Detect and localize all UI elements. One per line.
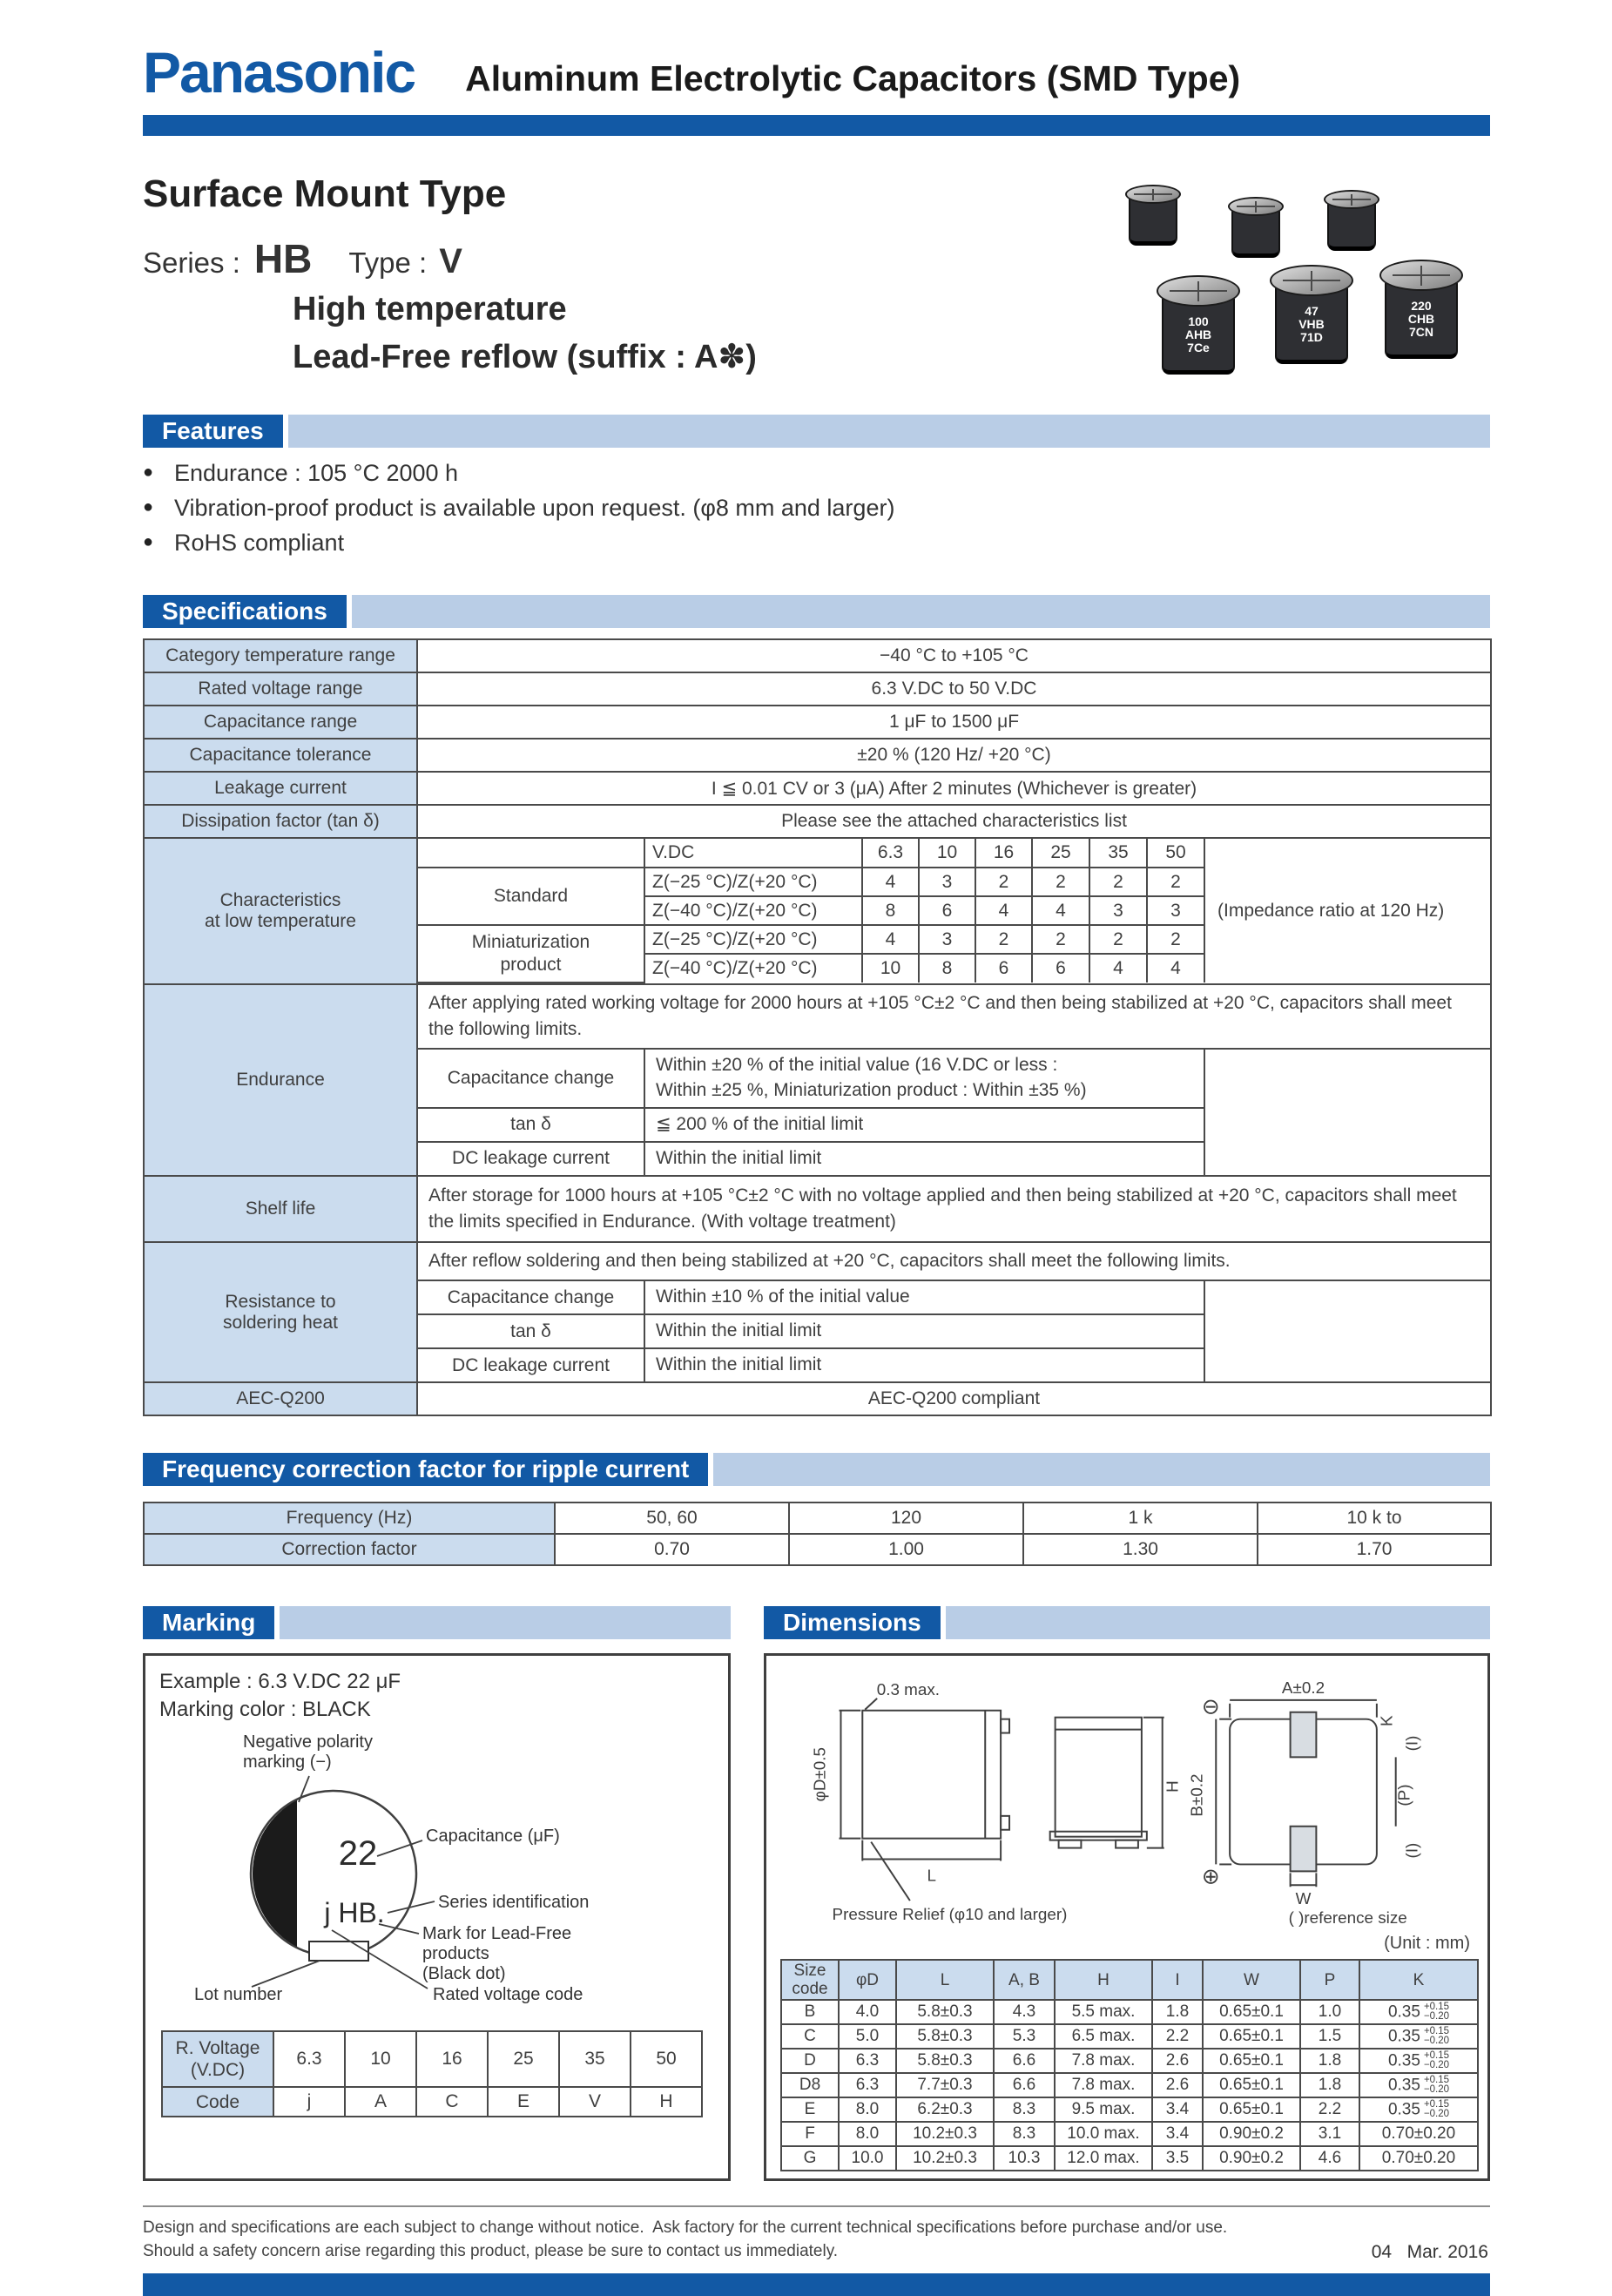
soldering-limits-table: [418, 1281, 1205, 1381]
limit-row: [418, 1108, 1204, 1142]
soldering-cell: [417, 1242, 1491, 1382]
dimensions-table-cell: 0.65±0.1: [1203, 2073, 1300, 2097]
page-footer: [143, 2205, 1490, 2263]
negative-polarity-mark: [253, 1800, 297, 1947]
frequency-value: 50, 60: [555, 1503, 789, 1534]
dimensions-table-cell: 8.3: [994, 2122, 1055, 2146]
panasonic-logo: Panasonic: [143, 40, 415, 105]
dimensions-table-cell: G: [781, 2146, 839, 2171]
feature-item: ● Vibration-proof product is available upon request. (φ8 mm and larger): [143, 495, 1490, 522]
capacitor-photo: [1157, 275, 1240, 375]
dimensions-table-cell: 10.3: [994, 2146, 1055, 2171]
specifications-title: Specifications: [143, 595, 347, 628]
z-ratio-label: Z(−40 °C)/Z(+20 °C): [644, 954, 862, 983]
feature-item: ● RoHS compliant: [143, 530, 1490, 557]
dimensions-table-cell: 10.0 max.: [1055, 2122, 1152, 2146]
header-rule: [143, 115, 1490, 136]
marking-panel: [143, 1653, 731, 2181]
ratio-value: 8: [862, 896, 919, 925]
ratio-value: 4: [862, 868, 919, 896]
endurance-intro: After applying rated working voltage for 2000 hours at +105 °C±2 °C and then being stabilized at +20 °C, capacitors shall meet the following limits.: [418, 985, 1490, 1050]
ratio-value: 2: [1032, 925, 1089, 954]
dimensions-table-cell: 2.6: [1152, 2049, 1203, 2073]
diameter-label: φD±0.5: [810, 1747, 829, 1802]
dimensions-table-row: [781, 2073, 1478, 2097]
dimensions-table-cell: F: [781, 2122, 839, 2146]
vdc-value: 6.3: [862, 839, 919, 868]
intro-line-leadfree-reflow: Lead-Free reflow (suffix : A✽): [293, 339, 757, 375]
dimensions-table-cell: 8.0: [839, 2097, 896, 2122]
dimensions-table-row: [781, 2122, 1478, 2146]
marking-capacitance-value: 22: [338, 1834, 378, 1874]
marking-section-header: [143, 1606, 731, 1639]
column-header: L: [896, 1960, 994, 2000]
page-header: [143, 0, 1490, 105]
voltage-value: 10: [345, 2031, 416, 2087]
length-label: L: [927, 1866, 936, 1885]
dimensions-table-cell: 1.8: [1300, 2049, 1359, 2073]
specifications-section-header: [143, 595, 1490, 628]
ratio-value: 3: [1089, 896, 1147, 925]
ratio-value: 3: [919, 925, 975, 954]
rated-voltage-code-label: Rated voltage code: [433, 1985, 583, 2005]
endurance-limits-table: [418, 1050, 1205, 1175]
section-bar: [352, 595, 1490, 628]
capacitor-marking: 47 VHB 71D: [1298, 303, 1325, 344]
capacitor-photo: [1324, 190, 1379, 251]
ratio-value: 4: [1147, 954, 1204, 983]
dimensions-table-cell: 5.8±0.3: [896, 2024, 994, 2049]
limit-label: tan δ: [418, 1314, 644, 1348]
dimensions-table-cell: 0.65±0.1: [1203, 2097, 1300, 2122]
spec-label: Characteristics at low temperature: [144, 838, 417, 984]
footer-disclaimer-line1: Design and specifications are each subject to change without notice. Ask factory for the current technical specifications before purchase and/or use.: [143, 2218, 1228, 2238]
dimensions-table-cell: 8.0: [839, 2122, 896, 2146]
pad-b-label: B±0.2: [1187, 1773, 1206, 1817]
dimensions-table-cell: 9.5 max.: [1055, 2097, 1152, 2122]
limit-label: Capacitance change: [418, 1281, 644, 1314]
spec-label: Resistance to soldering heat: [144, 1242, 417, 1382]
page-number: 04 Mar. 2016: [1371, 2242, 1488, 2263]
spec-label: Capacitance range: [144, 706, 417, 739]
dimensions-table-cell: 4.6: [1300, 2146, 1359, 2171]
column-header: W: [1203, 1960, 1300, 2000]
limit-label: DC leakage current: [418, 1142, 644, 1175]
product-photos: [1116, 174, 1500, 418]
z-ratio-label: Z(−25 °C)/Z(+20 °C): [644, 925, 862, 954]
spec-row-shelf-life: [144, 1176, 1491, 1243]
dimensions-table-cell: 0.35 +0.15 −0.20: [1359, 2073, 1478, 2097]
dimensions-table-cell: 10.2±0.3: [896, 2122, 994, 2146]
impedance-note: (Impedance ratio at 120 Hz): [1217, 901, 1445, 921]
spec-value: I ≦ 0.01 CV or 3 (μA) After 2 minutes (Whichever is greater): [417, 772, 1491, 805]
height-label: H: [1163, 1780, 1182, 1793]
dimensions-table-cell: 0.70±0.20: [1359, 2146, 1478, 2171]
spec-row-endurance: [144, 984, 1491, 1176]
dimensions-table-cell: 0.70±0.20: [1359, 2122, 1478, 2146]
frequency-title: Frequency correction factor for ripple current: [143, 1453, 708, 1486]
dimensions-table-row: [781, 2000, 1478, 2024]
ratio-value: 2: [975, 925, 1032, 954]
spec-row-low-temperature: [144, 838, 1491, 984]
voltage-value: 6.3: [273, 2031, 345, 2087]
limit-value: ≦ 200 % of the initial limit: [644, 1108, 1204, 1142]
marking-code-value: j HB.: [324, 1897, 385, 1929]
type-value: V: [439, 242, 462, 280]
spec-label: Dissipation factor (tan δ): [144, 805, 417, 838]
frequency-value: 1 k: [1023, 1503, 1258, 1534]
dimensions-table-cell: 10.0: [839, 2146, 896, 2171]
dimensions-table-row: [781, 2049, 1478, 2073]
dimensions-table-cell: 3.4: [1152, 2097, 1203, 2122]
dimensions-table-cell: 4.3: [994, 2000, 1055, 2024]
capacitor-photo: [1379, 260, 1463, 359]
dimensions-table-cell: 0.35 +0.15 −0.20: [1359, 2000, 1478, 2024]
frequency-row-label: Frequency (Hz): [144, 1503, 555, 1534]
dimensions-table-cell: 5.3: [994, 2024, 1055, 2049]
limit-label: DC leakage current: [418, 1348, 644, 1381]
ratio-value: 2: [975, 868, 1032, 896]
ratio-value: 8: [919, 954, 975, 983]
empty-area: [1205, 1050, 1490, 1175]
spec-value: 6.3 V.DC to 50 V.DC: [417, 672, 1491, 706]
voltage-value: 16: [416, 2031, 488, 2087]
ratio-row: [418, 925, 1204, 954]
spec-label: Category temperature range: [144, 639, 417, 672]
dimensions-table-cell: 2.2: [1300, 2097, 1359, 2122]
section-bar: [288, 415, 1490, 448]
limit-label: Capacitance change: [418, 1050, 644, 1108]
dimensions-table-cell: 0.35 +0.15 −0.20: [1359, 2097, 1478, 2122]
spec-label: Capacitance tolerance: [144, 739, 417, 772]
capacitor-body: [1162, 299, 1235, 375]
dimensions-table-cell: 0.90±0.2: [1203, 2146, 1300, 2171]
dimensions-table-cell: C: [781, 2024, 839, 2049]
correction-row-label: Correction factor: [144, 1534, 555, 1565]
pad-i-label: (I): [1402, 1735, 1421, 1752]
dimensions-table-cell: 5.5 max.: [1055, 2000, 1152, 2024]
column-header: φD: [839, 1960, 896, 2000]
spec-row-aec: [144, 1382, 1491, 1415]
ratio-value: 6: [975, 954, 1032, 983]
dimensions-table-cell: 6.5 max.: [1055, 2024, 1152, 2049]
features-title: Features: [143, 415, 283, 448]
dimensions-table-row: [781, 2146, 1478, 2171]
spec-row: [144, 639, 1491, 672]
ratio-value: 4: [1032, 896, 1089, 925]
ratio-value: 4: [862, 925, 919, 954]
dimensions-table-row: [781, 2024, 1478, 2049]
features-section-header: [143, 415, 1490, 448]
capacitor-marking: 220 CHB 7CN: [1407, 298, 1435, 339]
dimensions-panel: [764, 1653, 1490, 2181]
spec-value: After storage for 1000 hours at +105 °C±2 °C with no voltage applied and then being stabilized at +20 °C, capacitors shall meet the limits specified in Endurance. (With voltage treatment): [417, 1176, 1491, 1243]
pad-k-label: K: [1377, 1715, 1396, 1727]
ratio-value: 6: [919, 896, 975, 925]
dimensions-table-cell: 2.6: [1152, 2073, 1203, 2097]
voltage-value: 35: [559, 2031, 631, 2087]
type-label: Type :: [348, 246, 428, 279]
plus-terminal-icon: ⊕: [1201, 1865, 1220, 1889]
code-value: V: [559, 2087, 631, 2117]
vdc-value: 16: [975, 839, 1032, 868]
dimensions-table-cell: 5.8±0.3: [896, 2049, 994, 2073]
dimensions-table-cell: 5.8±0.3: [896, 2000, 994, 2024]
empty-area: [1205, 1281, 1490, 1381]
code-label: Code: [162, 2087, 273, 2117]
spec-row: [144, 706, 1491, 739]
frequency-value: 10 k to: [1258, 1503, 1491, 1534]
page-content: [143, 0, 1490, 2296]
pad-i-label: (I): [1402, 1842, 1421, 1859]
dimensions-table-cell: 1.8: [1300, 2073, 1359, 2097]
code-value: H: [631, 2087, 702, 2117]
limit-value: Within the initial limit: [644, 1314, 1204, 1348]
spec-row-soldering: [144, 1242, 1491, 1382]
dimensions-table-cell: 4.0: [839, 2000, 896, 2024]
dimensions-table-cell: 10.2±0.3: [896, 2146, 994, 2171]
limit-label: tan δ: [418, 1108, 644, 1142]
vdc-value: 10: [919, 839, 975, 868]
dimensions-table-cell: 6.6: [994, 2073, 1055, 2097]
dimensions-table-cell: 3.4: [1152, 2122, 1203, 2146]
dimensions-section-header: [764, 1606, 1490, 1639]
dimensions-table-cell: B: [781, 2000, 839, 2024]
intro-line-high-temperature: High temperature: [293, 291, 567, 328]
spec-row: [144, 672, 1491, 706]
limit-value: Within ±10 % of the initial value: [644, 1281, 1204, 1314]
leadfree-mark-label: Mark for Lead-Free products (Black dot): [422, 1924, 572, 1984]
spec-label: Endurance: [144, 984, 417, 1176]
vdc-value: 50: [1147, 839, 1204, 868]
dimensions-table-cell: 5.0: [839, 2024, 896, 2049]
dimensions-table-cell: 1.0: [1300, 2000, 1359, 2024]
dimensions-table-cell: 8.3: [994, 2097, 1055, 2122]
marking-dimensions-area: [143, 1606, 1490, 2181]
minus-terminal-icon: ⊖: [1201, 1695, 1220, 1719]
group-label-miniaturization: Miniaturization product: [418, 925, 644, 983]
dimensions-title: Dimensions: [764, 1606, 941, 1639]
dimensions-table-cell: 3.5: [1152, 2146, 1203, 2171]
capacitor-photo: [1228, 197, 1284, 258]
correction-value: 1.00: [789, 1534, 1023, 1565]
endurance-cell: [417, 984, 1491, 1176]
column-header: A, B: [994, 1960, 1055, 2000]
column-header: Size code: [781, 1960, 839, 2000]
dimensions-table-cell: 0.65±0.1: [1203, 2024, 1300, 2049]
impedance-ratio-table: [418, 839, 1205, 983]
marking-title: Marking: [143, 1606, 274, 1639]
limit-row: [418, 1142, 1204, 1175]
dimensions-table-cell: D: [781, 2049, 839, 2073]
voltage-value: 50: [631, 2031, 702, 2087]
unit-note: (Unit : mm): [1384, 1934, 1470, 1954]
capacitor-marking: 100 AHB 7Ce: [1184, 314, 1212, 355]
dimensions-table-cell: 7.8 max.: [1055, 2049, 1152, 2073]
dimensions-table-cell: 6.3: [839, 2073, 896, 2097]
group-label-standard: Standard: [418, 868, 644, 925]
lot-number-box: [309, 1941, 368, 1961]
limit-row: [418, 1348, 1204, 1381]
frequency-table: [143, 1502, 1492, 1566]
code-value: C: [416, 2087, 488, 2117]
footer-disclaimer-line2: Should a safety concern arise regarding this product, please be sure to contact us immediately.: [143, 2242, 839, 2261]
dimensions-table-cell: 0.35 +0.15 −0.20: [1359, 2024, 1478, 2049]
spec-label: Rated voltage range: [144, 672, 417, 706]
capacitor-body: [1385, 283, 1458, 359]
dimensions-column: [764, 1606, 1490, 2181]
frequency-row: [144, 1503, 1491, 1534]
ratio-value: 4: [975, 896, 1032, 925]
dimensions-table-cell: 7.7±0.3: [896, 2073, 994, 2097]
capacitance-label: Capacitance (μF): [426, 1827, 560, 1847]
vdc-value: 35: [1089, 839, 1147, 868]
correction-value: 0.70: [555, 1534, 789, 1565]
spec-row: [144, 772, 1491, 805]
vdc-header-row: [418, 839, 1204, 868]
spec-value: ±20 % (120 Hz/ +20 °C): [417, 739, 1491, 772]
section-bar: [713, 1453, 1490, 1486]
pad-a-label: A±0.2: [1281, 1678, 1325, 1698]
spec-value: −40 °C to +105 °C: [417, 639, 1491, 672]
pressure-relief-note: Pressure Relief (φ10 and larger): [832, 1905, 1068, 1924]
voltage-value: 25: [488, 2031, 559, 2087]
empty-cell: [418, 839, 644, 868]
soldering-intro: After reflow soldering and then being stabilized at +20 °C, capacitors shall meet the following limits.: [418, 1243, 1490, 1281]
limit-value: Within the initial limit: [644, 1348, 1204, 1381]
ratio-value: 3: [1147, 896, 1204, 925]
dimensions-table-cell: 6.3: [839, 2049, 896, 2073]
spec-value: 1 μF to 1500 μF: [417, 706, 1491, 739]
ratio-value: 3: [919, 868, 975, 896]
voltage-code-table: [161, 2030, 703, 2117]
spec-row: [144, 739, 1491, 772]
limit-row: [418, 1050, 1204, 1108]
column-header: P: [1300, 1960, 1359, 2000]
ratio-value: 2: [1089, 868, 1147, 896]
dimensions-table-cell: 6.2±0.3: [896, 2097, 994, 2122]
marking-column: [143, 1606, 731, 2181]
ratio-value: 2: [1147, 925, 1204, 954]
section-bar: [946, 1606, 1490, 1639]
dimensions-header-row: [781, 1960, 1478, 2000]
vdc-label: V.DC: [644, 839, 862, 868]
dimensions-table-cell: 2.2: [1152, 2024, 1203, 2049]
dimensions-table-cell: 6.6: [994, 2049, 1055, 2073]
dimensions-table-cell: 0.65±0.1: [1203, 2049, 1300, 2073]
ratio-value: 2: [1032, 868, 1089, 896]
dimensions-table-cell: 3.1: [1300, 2122, 1359, 2146]
rated-voltage-label: R. Voltage (V.DC): [162, 2031, 273, 2087]
dimensions-table-cell: 1.8: [1152, 2000, 1203, 2024]
dimensions-table-cell: 0.65±0.1: [1203, 2000, 1300, 2024]
capacitor-body: [1275, 288, 1348, 364]
bottom-rule: [143, 2273, 1490, 2296]
dimensions-table-cell: 12.0 max.: [1055, 2146, 1152, 2171]
low-temperature-cell: [417, 838, 1491, 984]
feature-item: ● Endurance : 105 °C 2000 h: [143, 460, 1490, 487]
spec-row: [144, 805, 1491, 838]
spec-label: Shelf life: [144, 1176, 417, 1243]
dimensions-table-cell: 7.8 max.: [1055, 2073, 1152, 2097]
rated-voltage-row: [162, 2031, 702, 2087]
vdc-value: 25: [1032, 839, 1089, 868]
ratio-value: 10: [862, 954, 919, 983]
marking-diagram: [159, 1727, 714, 2015]
dimensions-table-cell: D8: [781, 2073, 839, 2097]
marking-example-line: Example : 6.3 V.DC 22 μF: [159, 1670, 401, 1694]
lot-number-label: Lot number: [194, 1985, 283, 2005]
surface-mount-heading: Surface Mount Type: [143, 172, 507, 215]
correction-value: 1.70: [1258, 1534, 1491, 1565]
dimensions-table-cell: 0.35 +0.15 −0.20: [1359, 2049, 1478, 2073]
ratio-value: 6: [1032, 954, 1089, 983]
ratio-value: 2: [1089, 925, 1147, 954]
column-header: H: [1055, 1960, 1152, 2000]
spec-label: AEC-Q200: [144, 1382, 417, 1415]
limit-row: [418, 1281, 1204, 1314]
dimensions-table-cell: 0.90±0.2: [1203, 2122, 1300, 2146]
specifications-table: [143, 638, 1492, 1416]
code-value: A: [345, 2087, 416, 2117]
capacitor-photo: [1125, 185, 1181, 246]
ratio-value: 2: [1147, 868, 1204, 896]
ratio-row: [418, 868, 1204, 896]
frequency-value: 120: [789, 1503, 1023, 1534]
pad-w-label: W: [1295, 1889, 1312, 1908]
standoff-label: 0.3 max.: [876, 1679, 941, 1698]
document-title: Aluminum Electrolytic Capacitors (SMD Type): [465, 57, 1241, 98]
column-header: I: [1152, 1960, 1203, 2000]
code-value: j: [273, 2087, 345, 2117]
limit-value: Within the initial limit: [644, 1142, 1204, 1175]
z-ratio-label: Z(−25 °C)/Z(+20 °C): [644, 868, 862, 896]
limit-row: [418, 1314, 1204, 1348]
pad-p-label: (P): [1394, 1784, 1413, 1806]
reference-size-note: ( )reference size: [1288, 1908, 1407, 1928]
capacitor-photo: [1270, 265, 1353, 364]
spec-value: Please see the attached characteristics list: [417, 805, 1491, 838]
z-ratio-label: Z(−40 °C)/Z(+20 °C): [644, 896, 862, 925]
limit-value: Within ±20 % of the initial value (16 V.DC or less : Within ±25 %, Miniaturization product : Within ±35 %): [644, 1050, 1204, 1108]
spec-label: Leakage current: [144, 772, 417, 805]
frequency-section-header: [143, 1453, 1490, 1486]
series-value: HB: [253, 236, 313, 281]
dimensions-table: [780, 1959, 1479, 2171]
negative-polarity-label: Negative polarity marking (−): [243, 1732, 373, 1773]
marking-color-line: Marking color : BLACK: [159, 1698, 371, 1722]
correction-row: [144, 1534, 1491, 1565]
features-list: [143, 460, 1490, 557]
dimensions-table-cell: 1.5: [1300, 2024, 1359, 2049]
series-identification-label: Series identification: [438, 1893, 590, 1913]
dimensions-table-row: [781, 2097, 1478, 2122]
dimensions-drawing-svg: [780, 1668, 1477, 1929]
correction-value: 1.30: [1023, 1534, 1258, 1565]
ratio-value: 4: [1089, 954, 1147, 983]
code-value: E: [488, 2087, 559, 2117]
series-label: Series :: [143, 246, 240, 279]
code-row: [162, 2087, 702, 2117]
column-header: K: [1359, 1960, 1478, 2000]
spec-value: AEC-Q200 compliant: [417, 1382, 1491, 1415]
dimensions-table-cell: E: [781, 2097, 839, 2122]
section-bar: [280, 1606, 731, 1639]
